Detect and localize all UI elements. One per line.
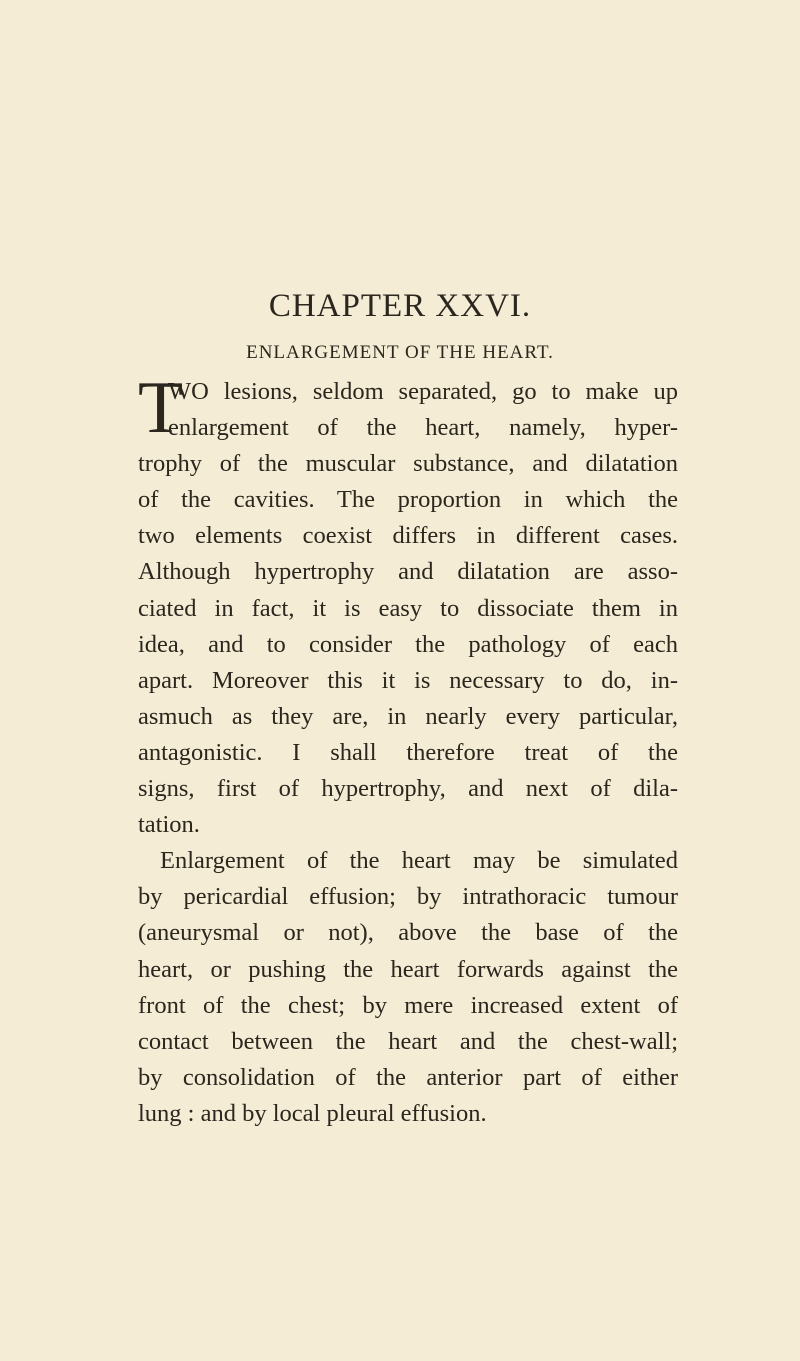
- text-line: heart, or pushing the heart forwards against the: [138, 955, 678, 983]
- text-line: tation.: [138, 811, 200, 839]
- text-line: trophy of the muscular substance, and dilatation: [138, 450, 678, 478]
- section-title: ENLARGEMENT OF THE HEART.: [246, 342, 554, 363]
- chapter-title: CHAPTER XXVI.: [268, 288, 532, 324]
- text-line: asmuch as they are, in nearly every particular,: [138, 702, 678, 730]
- text-line: by consolidation of the anterior part of either: [138, 1063, 678, 1091]
- text-line: antagonistic. I shall therefore treat of the: [138, 738, 678, 766]
- text-line: of the cavities. The proportion in which the: [138, 486, 678, 514]
- body-text: [138, 367, 678, 1132]
- paragraph-1: [138, 367, 678, 843]
- text-line: lung : and by local pleural effusion.: [138, 1099, 487, 1127]
- text-line: ciated in fact, it is easy to dissociate them in: [138, 594, 678, 622]
- text-line: signs, first of hypertrophy, and next of dila-: [138, 775, 678, 803]
- text-line: (aneurysmal or not), above the base of the: [138, 919, 678, 947]
- text-line: front of the chest; by mere increased extent of: [138, 991, 678, 1019]
- text-line: Although hypertrophy and dilatation are asso-: [138, 558, 678, 586]
- text-line: enlargement of the heart, namely, hyper-: [168, 414, 678, 442]
- text-line: idea, and to consider the pathology of each: [138, 630, 678, 658]
- text-line: Enlargement of the heart may be simulated: [160, 847, 678, 875]
- drop-cap: T: [138, 367, 184, 449]
- text-line: two elements coexist differs in different cases.: [138, 522, 678, 550]
- text-line: apart. Moreover this it is necessary to do, in-: [138, 666, 678, 694]
- paragraph-2: [138, 843, 678, 1132]
- text-line: by pericardial effusion; by intrathoracic tumour: [138, 883, 678, 911]
- text-line: WO lesions, seldom separated, go to make up: [168, 378, 678, 405]
- text-line: contact between the heart and the chest-wall;: [138, 1027, 678, 1055]
